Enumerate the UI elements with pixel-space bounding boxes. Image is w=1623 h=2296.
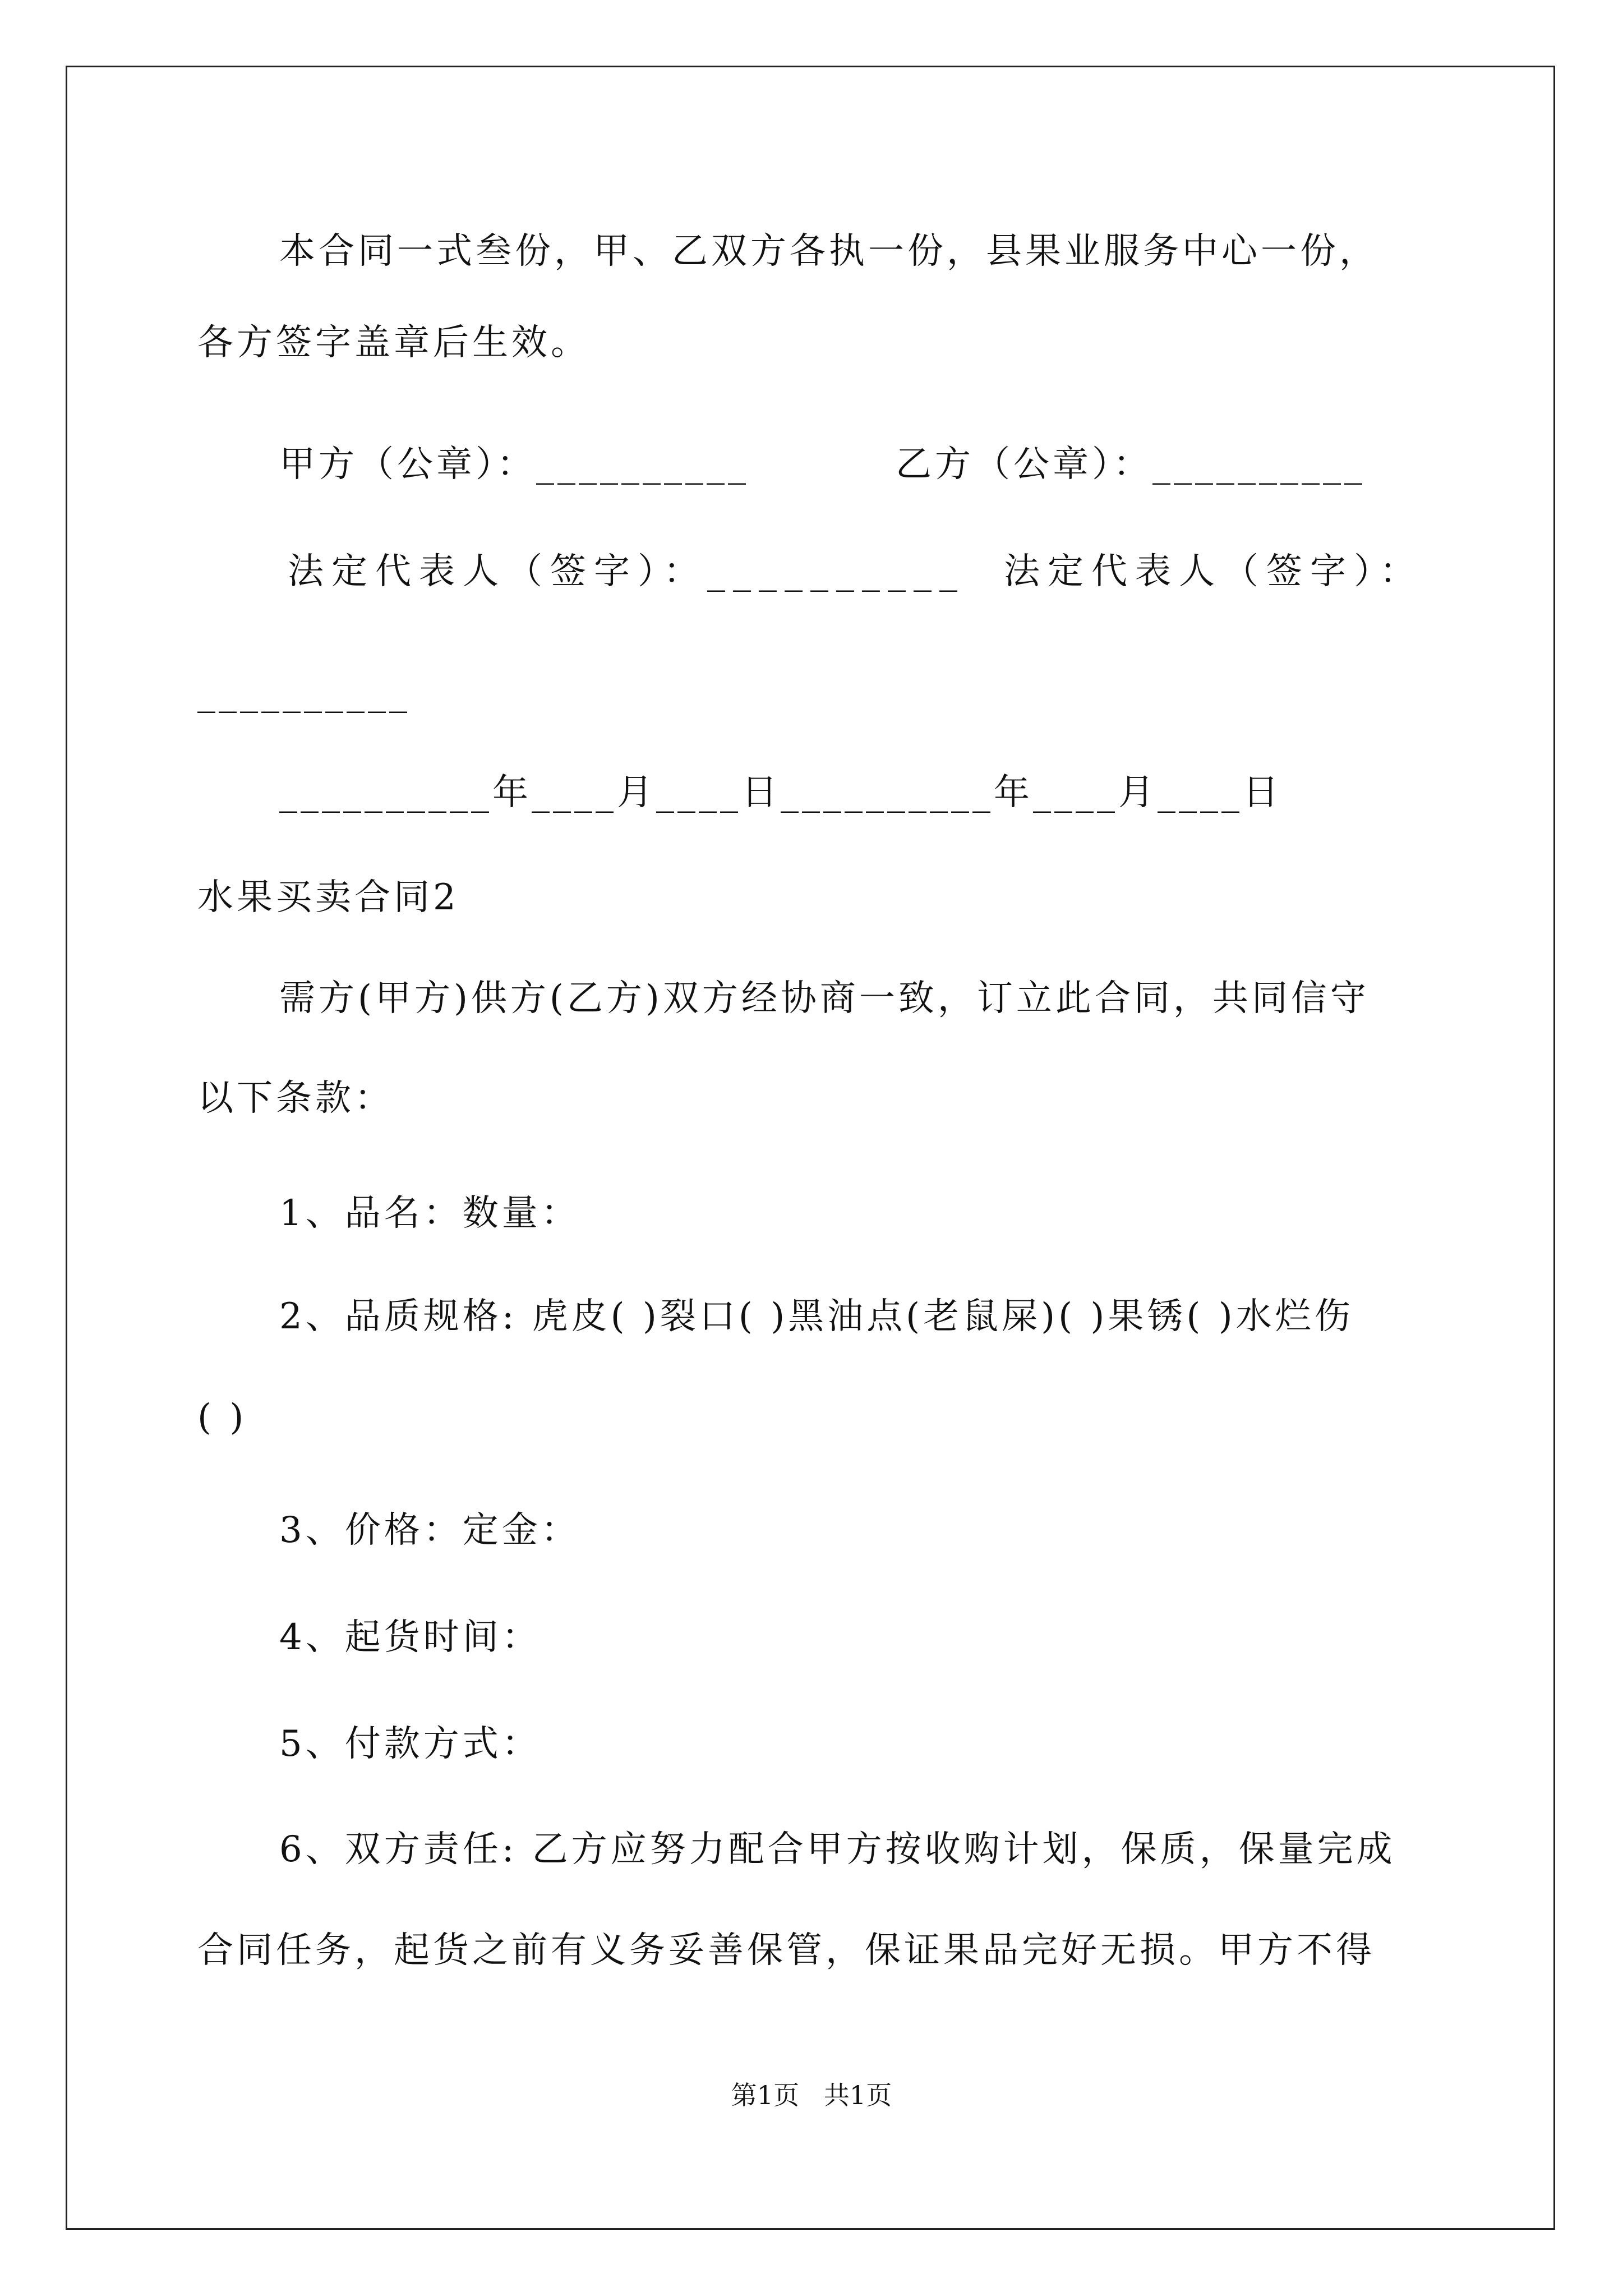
paragraph-line: 本合同一式叁份，甲、乙双方各执一份，县果业服务中心一份，	[279, 231, 1378, 272]
page-number-footer: 第1页 共1页	[731, 2080, 892, 2110]
party-a-seal-line: 甲方（公章）：__________	[279, 444, 749, 485]
clause-4: 4、起货时间：	[279, 1617, 541, 1658]
paragraph-line: 以下条款：	[197, 1078, 394, 1119]
clause-1: 1、品名：数量：	[279, 1193, 580, 1234]
section-title: 水果买卖合同2	[197, 877, 459, 918]
date-line: __________年____月____日__________年____月____日	[279, 772, 1282, 813]
clause-2: 2、品质规格: 虎皮( )裂口( )黑油点(老鼠屎)( )果锈( )水烂伤	[279, 1296, 1354, 1337]
party-b-representative-line: 法定代表人（签字）：	[1004, 551, 1423, 592]
paragraph-line: 各方签字盖章后生效。	[197, 322, 590, 364]
clause-3: 3、价格：定金：	[279, 1510, 580, 1551]
clause-2-continuation: ( )	[197, 1397, 247, 1438]
paragraph-line: 需方(甲方)供方(乙方)双方经协商一致，订立此合同，共同信守	[279, 978, 1370, 1019]
party-a-representative-line: 法定代表人（签字）：__________	[288, 551, 965, 592]
clause-6-continuation: 合同任务，起货之前有义务妥善保管，保证果品完好无损。甲方不得	[197, 1930, 1375, 1971]
party-b-seal-line: 乙方（公章）：__________	[896, 444, 1366, 485]
signature-blank: __________	[197, 672, 411, 714]
page-border	[66, 66, 1555, 2230]
clause-6: 6、双方责任: 乙方应努力配合甲方按收购计划，保质，保量完成	[279, 1829, 1396, 1870]
clause-5: 5、付款方式：	[279, 1723, 541, 1765]
